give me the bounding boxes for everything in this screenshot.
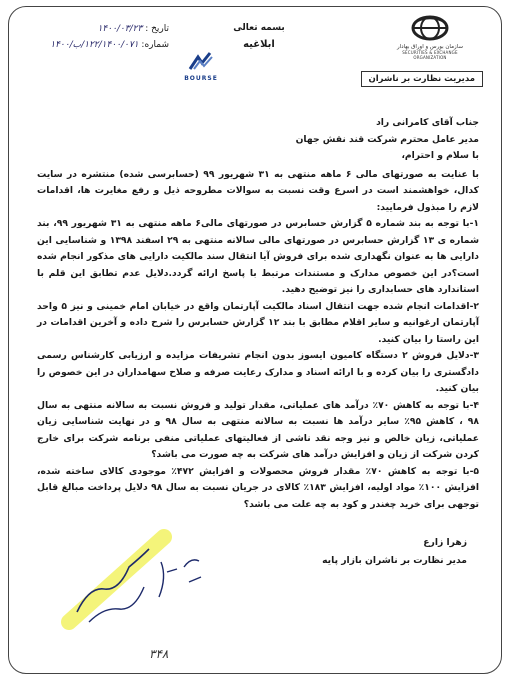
- question-2: ۲-اقدامات انجام شده جهت انتقال اسناد مالکیت آپارتمان واقع در خیابان امام خمینی و نیز ۵ واحد آپارتمان ارغوانیه و سایر اقلام مطابق با بند ۱۲ گزارش حسابرس را شرح داده و آخرین اقدامات در این راستا را بیان کنید.: [37, 300, 479, 345]
- question-3: ۳-دلایل فروش ۲ دستگاه کامیون ایسوز بدون انجام تشریفات مزایده و ارزیابی کارشناس رسمی دادگستری را بیان کرده و با ارائه اسناد و مدارک رعایت صرفه و صلاح سهامداران در این خصوص را بیان کنید.: [37, 350, 479, 394]
- org-name-fa: سازمان بورس و اوراق بهادار: [396, 44, 463, 50]
- question-5: ۵-با توجه به کاهش ۷۰٪ مقدار فروش محصولات و افزایش ۴۷۲٪ موجودی کالای ساخته شده، افزایش ۱۰۰٪ مواد اولیه، افزایش ۱۸۳٪ کالای در جریان نسبت به سال ۹۸ دلایل پرداخت مبالغ قابل توجهی برای خرید چغندر و کود به چه علت می باشد؟: [37, 465, 480, 510]
- handwritten-annotation: [49, 527, 219, 637]
- question-1: ۱-با توجه به بند شماره ۵ گزارش حسابرس در صورتهای مالی۶ ماهه منتهی به ۳۱ شهریور ۹۹، بند شماره ی ۱۳ گزارش حسابرس در صورتهای مالی سالانه منتهی به ۲۹ اسفند ۱۳۹۸ و شناسایی این دارایی ها به عنوان نگهداری شده برای فروش آیا انتقال سند مالکیت دارایی های مذکور انجام شده است؟در این خصوص مدارک و مستندات مرتبط با پاسخ ارائه گردد.دلایل عدم تطابق این قلم با استاندارد های حسابداری را نیز توضیح دهید.: [37, 218, 479, 295]
- date-value: ۱۴۰۰/۰۳/۲۳: [97, 24, 143, 34]
- recipient-title: مدیر عامل محترم شرکت قند نقش جهان: [295, 133, 479, 145]
- question-4: ۴-با توجه به کاهش ۷۰٪ درآمد های عملیاتی، مقدار تولید و فروش نسبت به سالانه منتهی به سال ۹۸ ، کاهش ۹۵٪ سایر درآمد ها نسبت به سالانه منتهی به سال ۹۸ و در نهایت شناسایی زیان عملیاتی، زیان خالص و نیز وجه نقد ناشی از فعالیتهای عملیاتی منفی برنامه شرکت برای خارج کردن شرکت از زیان و افزایش درآمد های شرکت به چه صورت می باشد؟: [37, 399, 479, 460]
- date-label: تاریخ :: [145, 24, 169, 34]
- number-label: شماره:: [141, 40, 169, 50]
- org-name-en: SECURITIES & EXCHANGE ORGANIZATION: [402, 50, 458, 60]
- header-center: [199, 23, 319, 50]
- page-number: ۳۴۸: [149, 647, 169, 661]
- bourse-word: BOURSE: [184, 75, 218, 82]
- notice-title: ابلاغیه: [243, 39, 275, 50]
- greeting: با سلام و احترام،: [401, 150, 479, 161]
- signature-block: [322, 534, 467, 570]
- date-row: [49, 21, 169, 37]
- department-box: مدیریت نظارت بر ناشران: [361, 71, 484, 87]
- intro-paragraph: با عنایت به صورتهای مالی ۶ ماهه منتهی به ۳۱ شهریور ۹۹ (حسابرسی شده) منتشره در سایت کدال، خواهشمند است در اسرع وقت نسبت به سوالات مطروحه ذیل و رفع مغایرت ها، اقدامات لازم را مبذول فرمایید:: [37, 168, 480, 213]
- bourse-logo: [179, 51, 223, 82]
- basmala: بسمه تعالی: [233, 23, 285, 33]
- letter-body: [37, 115, 479, 513]
- signer-title: مدیر نظارت بر ناشران بازار پایه: [322, 555, 467, 566]
- letter-page: [8, 6, 502, 674]
- signer-name: زهرا زارع: [423, 537, 467, 548]
- number-value: ۱۲۲/۱۴۰۰/۰۷۱/ب/۱۴۰۰: [50, 40, 139, 50]
- bourse-mark-icon: [188, 51, 214, 71]
- letter-meta: [49, 21, 169, 53]
- recipient-name: جناب آقای کامرانی راد: [376, 117, 479, 128]
- sec-org-logo: [385, 13, 475, 65]
- number-row: [49, 37, 169, 53]
- globe-logo-icon: [410, 13, 450, 43]
